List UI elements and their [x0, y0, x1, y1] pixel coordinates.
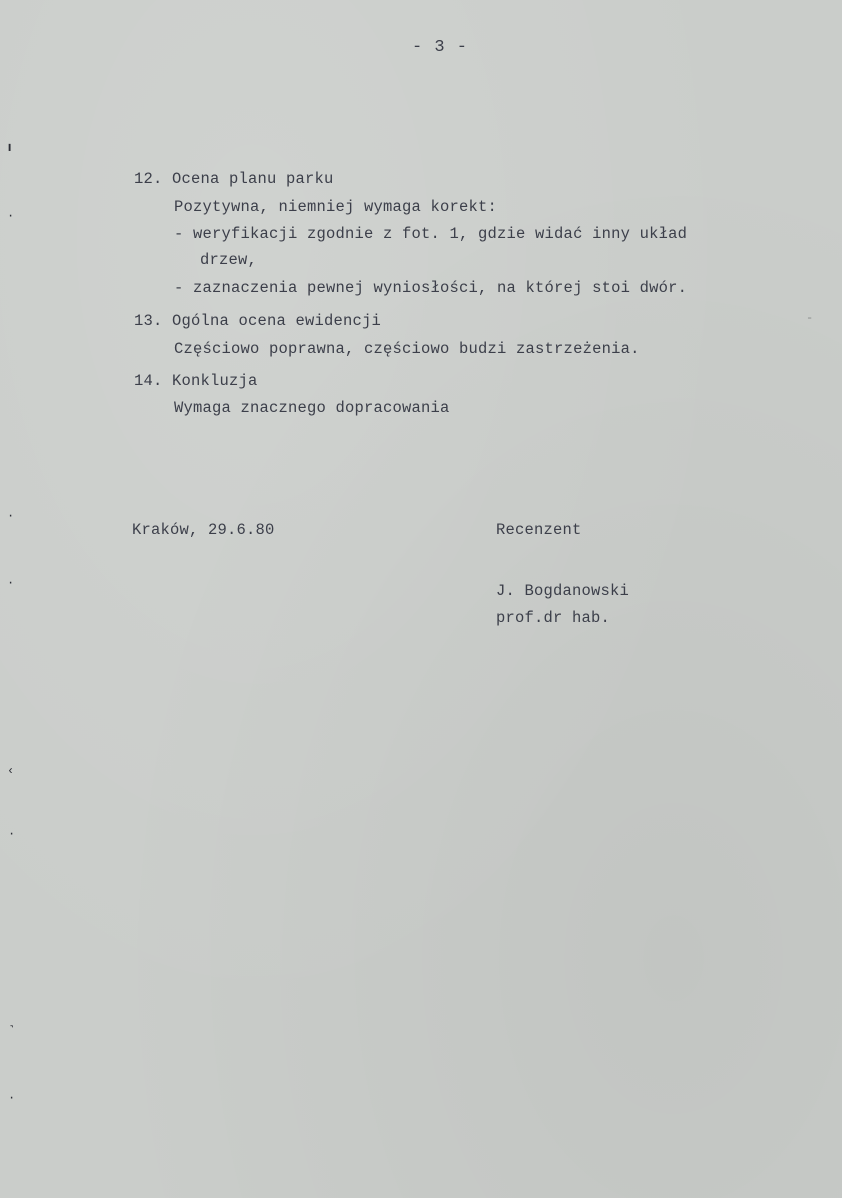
section-14-line-1: Wymaga znacznego dopracowania: [174, 399, 450, 417]
section-12-line-4: - zaznaczenia pewnej wyniosłości, na której stoi dwór.: [174, 279, 688, 297]
section-12-heading: 12. Ocena planu parku: [134, 170, 334, 188]
margin-speck: ‹: [7, 764, 15, 778]
page-number: - 3 -: [412, 38, 469, 57]
reviewer-title: prof.dr hab.: [496, 609, 611, 627]
place-date: Kraków, 29.6.80: [132, 521, 275, 539]
section-14-heading: 14. Konkluzja: [134, 372, 258, 390]
margin-speck: ˺: [8, 1024, 16, 1038]
section-13-heading: 13. Ogólna ocena ewidencji: [134, 312, 382, 330]
margin-speck: ·: [7, 209, 15, 223]
margin-speck: ·: [8, 1091, 16, 1105]
section-13-line-1: Częściowo poprawna, częściowo budzi zastrzeżenia.: [174, 340, 640, 358]
margin-speck: ·: [8, 827, 16, 841]
margin-speck: ·: [7, 509, 15, 523]
margin-speck: -: [806, 311, 814, 325]
reviewer-role: Recenzent: [496, 521, 582, 539]
margin-speck: ·: [7, 576, 15, 590]
section-12-line-1: Pozytywna, niemniej wymaga korekt:: [174, 198, 498, 216]
margin-speck: ╹: [6, 145, 14, 159]
section-12-line-2: - weryfikacji zgodnie z fot. 1, gdzie widać inny układ: [174, 225, 688, 243]
reviewer-name: J. Bogdanowski: [496, 582, 630, 600]
section-12-line-3: drzew,: [200, 251, 258, 269]
